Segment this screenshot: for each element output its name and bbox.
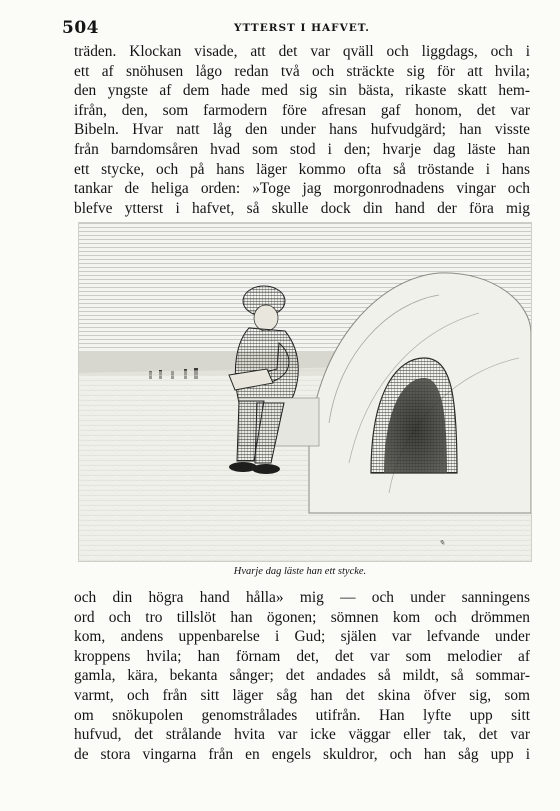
page-header <box>62 18 530 40</box>
illustration-engraving <box>79 223 531 561</box>
text-line: de stora vingarna från en engels skuldror, och han såg upp i <box>74 745 530 763</box>
text-line: tankar de heliga orden: »Toge jag morgonrodnadens vingar och <box>74 180 530 198</box>
text-line: och din högra hand hålla» mig — och under sanningens <box>74 589 530 606</box>
bottom-paragraph <box>74 588 530 764</box>
text-line: ord och tro tillslöt han ögonen; sömnen kom och drömmen <box>74 608 530 626</box>
text-line: kom, andens uppenbarelse i Gud; själen var lefvande under <box>74 628 530 646</box>
text-line: om snökupolen genomstrålades utifrån. Han lyfte upp sitt <box>74 706 530 724</box>
text-line: Bibeln. Hvar natt låg den under hans hufvudgärd; han visste <box>74 121 530 139</box>
text-line: ett stycke, och på hans läger kommo ofta så tröstande i hans <box>74 160 530 178</box>
page-number: 504 <box>62 18 99 38</box>
engraver-signature: ✎ <box>439 539 445 547</box>
illustration <box>78 222 532 562</box>
text-line: kroppens hvila; han förnam det, det var som melodier af <box>74 647 530 665</box>
text-line: ifrån, den, som farmodern före afresan gaf honom, det var <box>74 101 530 119</box>
text-line: den yngste af dem hade med sig sin bästa, rikaste skatt hem- <box>74 82 530 100</box>
text-line: ett af snöhusen lågo redan två och sträckte sig för att hvila; <box>74 62 530 80</box>
text-line: hufvud, det strålande hvita var icke väggar eller tak, det var <box>74 726 530 744</box>
text-line: varmt, och från sitt läger såg han det skina öfver sig, som <box>74 686 530 704</box>
text-line: träden. Klockan visade, att det var qväll och liggdags, och i <box>74 43 530 60</box>
figure-caption: Hvarje dag läste han ett stycke. <box>233 566 367 577</box>
text-line: gamla, kära, bekanta sånger; det andades så mildt, så sommar- <box>74 667 530 685</box>
text-line: blefve ytterst i hafvet, så skulle dock din hand der föra mig <box>74 199 530 217</box>
text-line: från barndomsåren hvad som stod i den; hvarje dag läste han <box>74 140 530 158</box>
running-title: YTTERST I HAFVET. <box>234 22 370 34</box>
top-paragraph <box>74 42 530 218</box>
